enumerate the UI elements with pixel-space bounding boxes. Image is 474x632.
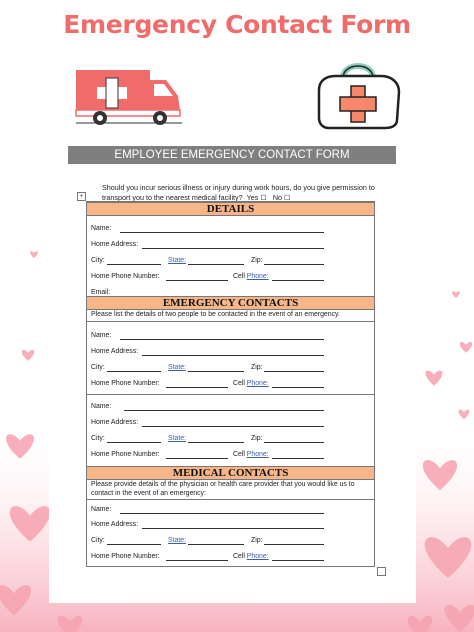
phone-label: Phone: xyxy=(246,553,269,560)
state-label: State: xyxy=(168,435,187,442)
cell-label: Cell xyxy=(233,451,247,458)
form-banner: EMPLOYEE EMERGENCY CONTACT FORM xyxy=(68,146,396,164)
details-zip-field[interactable] xyxy=(264,264,324,265)
home-phone-label: Home Phone Number: xyxy=(91,380,160,387)
city-label: City: xyxy=(91,435,105,442)
ec1-address-field[interactable] xyxy=(142,355,324,356)
home-phone-label: Home Phone Number: xyxy=(91,451,160,458)
emergency-note: Please list the details of two people to be contacted in the event of an emergency. xyxy=(91,311,340,318)
ec2-cell-phone-field[interactable] xyxy=(272,458,324,459)
emergency-contacts-header: EMERGENCY CONTACTS xyxy=(87,296,374,310)
home-address-label: Home Address: xyxy=(91,419,139,426)
ec1-home-phone-row xyxy=(91,379,160,388)
ec1-cell-phone-label xyxy=(233,379,269,388)
phone-label: Phone: xyxy=(246,273,269,280)
cell-label: Cell xyxy=(233,273,247,280)
permission-question xyxy=(102,183,382,202)
contacts-divider xyxy=(87,394,374,395)
details-name-field[interactable] xyxy=(120,232,324,233)
state-label: State: xyxy=(168,537,187,544)
name-label: Name: xyxy=(91,332,112,339)
details-city-field[interactable] xyxy=(107,264,161,265)
ec1-city-row xyxy=(91,363,105,372)
table-resize-handle[interactable] xyxy=(377,567,386,576)
details-cell-phone-field[interactable] xyxy=(272,280,324,281)
permission-yes-label: Yes xyxy=(246,192,259,202)
mc-state-field[interactable] xyxy=(188,544,244,545)
no-checkbox[interactable]: ☐ xyxy=(284,192,291,202)
details-home-phone-field[interactable] xyxy=(166,280,228,281)
table-move-handle-icon[interactable]: + xyxy=(77,192,86,201)
city-label: City: xyxy=(91,257,105,264)
mc-zip-field[interactable] xyxy=(264,544,324,545)
first-aid-kit-icon xyxy=(313,58,403,130)
yes-checkbox[interactable]: ☐ xyxy=(260,192,267,202)
ec1-cell-phone-field[interactable] xyxy=(272,387,324,388)
medical-note-divider xyxy=(87,499,374,500)
details-city-row xyxy=(91,256,105,265)
details-header: DETAILS xyxy=(87,202,374,216)
state-label: State: xyxy=(168,257,187,264)
city-label: City: xyxy=(91,364,105,371)
ec2-home-phone-field[interactable] xyxy=(166,458,228,459)
home-address-label: Home Address: xyxy=(91,241,139,248)
zip-label: Zip: xyxy=(251,257,263,264)
ec2-cell-phone-label xyxy=(233,450,269,459)
medical-contacts-header: MEDICAL CONTACTS xyxy=(87,466,374,480)
ambulance-icon xyxy=(74,66,184,126)
ec2-address-field[interactable] xyxy=(142,426,324,427)
ec2-name-field[interactable] xyxy=(124,410,324,411)
name-label: Name: xyxy=(91,403,112,410)
ec1-home-phone-field[interactable] xyxy=(166,387,228,388)
ec1-zip-field[interactable] xyxy=(264,371,324,372)
mc-city-row xyxy=(91,536,105,545)
ec2-home-phone-row xyxy=(91,450,160,459)
mc-name-row xyxy=(91,505,111,514)
city-label: City: xyxy=(91,537,105,544)
details-home-phone-row xyxy=(91,272,160,281)
state-label: State: xyxy=(168,364,187,371)
mc-address-row xyxy=(91,520,138,529)
home-phone-label: Home Phone Number: xyxy=(91,273,160,280)
ec2-city-field[interactable] xyxy=(107,442,161,443)
permission-text: Should you incur serious illness or injury during work hours, do you give permission to transport you to the nearest medical facility? xyxy=(102,183,375,202)
ec1-address-row xyxy=(91,347,138,356)
details-cell-phone-label xyxy=(233,272,269,281)
mc-city-field[interactable] xyxy=(107,544,161,545)
name-label: Name: xyxy=(91,506,112,513)
page-title: Emergency Contact Form xyxy=(63,10,411,39)
name-label: Name: xyxy=(91,225,112,232)
zip-label: Zip: xyxy=(251,364,263,371)
zip-label: Zip: xyxy=(251,435,263,442)
mc-name-field[interactable] xyxy=(120,513,324,514)
mc-home-phone-row xyxy=(91,552,160,561)
email-label: Email: xyxy=(91,289,111,296)
home-address-label: Home Address: xyxy=(91,521,139,528)
ec2-name-row xyxy=(91,402,111,411)
details-state-field[interactable] xyxy=(188,264,244,265)
emergency-note-divider xyxy=(87,321,374,322)
ec2-city-row xyxy=(91,434,105,443)
ec1-name-row xyxy=(91,331,111,340)
cell-label: Cell xyxy=(233,553,247,560)
mc-address-field[interactable] xyxy=(142,528,324,529)
home-address-label: Home Address: xyxy=(91,348,139,355)
medical-note: Please provide details of the physician or health care provider that you would like us to contact in the event of an emergency: xyxy=(91,481,355,497)
contact-form-table xyxy=(86,201,375,567)
cell-label: Cell xyxy=(233,380,247,387)
mc-home-phone-field[interactable] xyxy=(166,560,228,561)
ec1-city-field[interactable] xyxy=(107,371,161,372)
home-phone-label: Home Phone Number: xyxy=(91,553,160,560)
ec2-state-field[interactable] xyxy=(188,442,244,443)
details-address-row xyxy=(91,240,138,249)
details-address-field[interactable] xyxy=(142,248,324,249)
permission-no-label: No xyxy=(272,192,283,202)
ec1-name-field[interactable] xyxy=(120,339,324,340)
ec2-address-row xyxy=(91,418,138,427)
mc-cell-phone-label xyxy=(233,552,269,561)
ec2-zip-field[interactable] xyxy=(264,442,324,443)
mc-cell-phone-field[interactable] xyxy=(272,560,324,561)
ec1-state-field[interactable] xyxy=(188,371,244,372)
phone-label: Phone: xyxy=(246,451,269,458)
phone-label: Phone: xyxy=(246,380,269,387)
details-name-row xyxy=(91,224,111,233)
zip-label: Zip: xyxy=(251,537,263,544)
